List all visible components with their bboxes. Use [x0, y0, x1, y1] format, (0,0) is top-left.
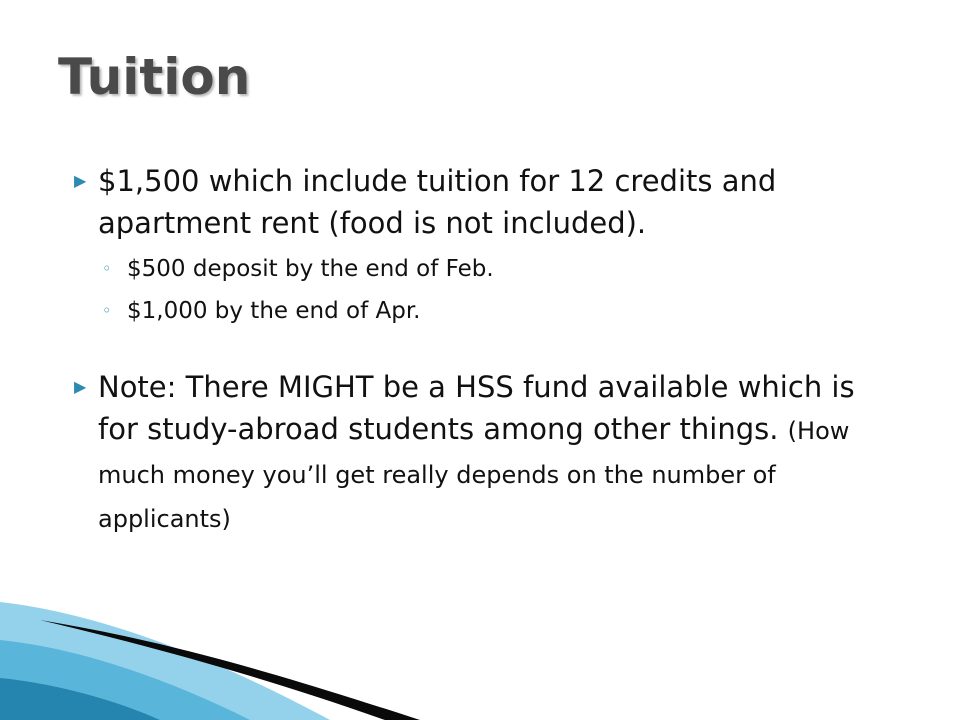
- slide-title: Tuition: [58, 48, 251, 106]
- sub-bullet-text: $500 deposit by the end of Feb.: [127, 256, 494, 282]
- bullet-text: Note: There MIGHT be a HSS fund available which is for study-abroad students among other things.: [98, 370, 855, 446]
- right-triangle-bullet-icon: ▶: [74, 171, 87, 190]
- hollow-circle-bullet-icon: ◦: [102, 259, 112, 278]
- hollow-circle-bullet-icon: ◦: [102, 301, 112, 320]
- bullet-small-note: (How much money you’ll get really depends on the number of applicants): [98, 417, 850, 533]
- right-triangle-bullet-icon: ▶: [74, 377, 87, 396]
- bullet-text: $1,500 which include tuition for 12 credits and apartment rent (food is not included).: [98, 164, 777, 240]
- sub-bullet-text: $1,000 by the end of Apr.: [127, 298, 421, 324]
